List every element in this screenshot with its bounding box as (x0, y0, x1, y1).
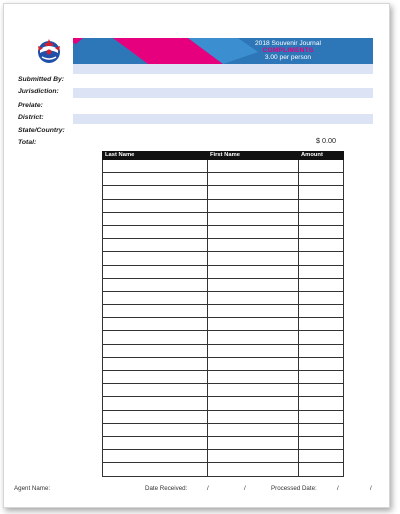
amount-cell[interactable] (299, 331, 344, 344)
first-name-cell[interactable] (208, 186, 299, 199)
first-name-cell[interactable] (208, 199, 299, 212)
first-name-cell[interactable] (208, 423, 299, 436)
amount-cell[interactable] (299, 160, 344, 173)
amount-cell[interactable] (299, 265, 344, 278)
amount-cell[interactable] (299, 384, 344, 397)
last-name-cell[interactable] (103, 384, 208, 397)
total-amount: $ 0.00 (316, 136, 336, 145)
entries-body (103, 160, 344, 477)
first-name-cell[interactable] (208, 318, 299, 331)
table-row (103, 318, 344, 331)
amount-cell[interactable] (299, 344, 344, 357)
state-country-label: State/Country: (18, 127, 65, 134)
date-received-slash-1: / (207, 485, 209, 492)
amount-cell[interactable] (299, 397, 344, 410)
jurisdiction-field[interactable] (73, 88, 373, 98)
district-label: District: (18, 114, 44, 121)
table-row (103, 305, 344, 318)
table-row (103, 331, 344, 344)
amount-cell[interactable] (299, 212, 344, 225)
table-row (103, 291, 344, 304)
amount-cell[interactable] (299, 371, 344, 384)
last-name-cell[interactable] (103, 199, 208, 212)
table-row (103, 265, 344, 278)
first-name-cell[interactable] (208, 278, 299, 291)
first-name-cell[interactable] (208, 305, 299, 318)
first-name-cell[interactable] (208, 397, 299, 410)
first-name-cell[interactable] (208, 344, 299, 357)
amount-cell[interactable] (299, 450, 344, 463)
table-row (103, 357, 344, 370)
journal-banner (73, 38, 373, 64)
table-row (103, 199, 344, 212)
last-name-cell[interactable] (103, 186, 208, 199)
first-name-cell[interactable] (208, 371, 299, 384)
district-field[interactable] (73, 114, 373, 124)
processed-date-slash-1: / (337, 485, 339, 492)
table-row (103, 344, 344, 357)
first-name-cell[interactable] (208, 436, 299, 449)
last-name-cell[interactable] (103, 265, 208, 278)
table-row (103, 186, 344, 199)
header-band (73, 64, 373, 74)
first-name-cell[interactable] (208, 331, 299, 344)
last-name-cell[interactable] (103, 357, 208, 370)
last-name-cell[interactable] (103, 305, 208, 318)
last-name-cell[interactable] (103, 344, 208, 357)
last-name-cell[interactable] (103, 450, 208, 463)
banner-subtitle: COMPLIMENTS (262, 47, 314, 55)
table-header-row (103, 152, 344, 160)
date-received-label: Date Received: (145, 485, 188, 492)
table-row (103, 371, 344, 384)
amount-cell[interactable] (299, 252, 344, 265)
first-name-header: First Name (208, 152, 299, 160)
first-name-cell[interactable] (208, 265, 299, 278)
prelate-label: Prelate: (18, 102, 43, 109)
first-name-cell[interactable] (208, 252, 299, 265)
last-name-cell[interactable] (103, 278, 208, 291)
first-name-cell[interactable] (208, 173, 299, 186)
last-name-cell[interactable] (103, 225, 208, 238)
amount-cell[interactable] (299, 173, 344, 186)
amount-cell[interactable] (299, 318, 344, 331)
first-name-cell[interactable] (208, 160, 299, 173)
first-name-cell[interactable] (208, 212, 299, 225)
table-row (103, 423, 344, 436)
table-row (103, 225, 344, 238)
last-name-cell[interactable] (103, 252, 208, 265)
first-name-cell[interactable] (208, 225, 299, 238)
last-name-cell[interactable] (103, 463, 208, 476)
last-name-cell[interactable] (103, 239, 208, 252)
jurisdiction-label: Jurisdiction: (18, 88, 59, 95)
last-name-cell[interactable] (103, 331, 208, 344)
table-row (103, 212, 344, 225)
last-name-cell[interactable] (103, 436, 208, 449)
processed-date-label: Processed Date: (271, 485, 317, 492)
first-name-cell[interactable] (208, 410, 299, 423)
first-name-cell[interactable] (208, 291, 299, 304)
processed-date-slash-2: / (370, 485, 372, 492)
amount-cell[interactable] (299, 357, 344, 370)
first-name-cell[interactable] (208, 384, 299, 397)
table-row (103, 278, 344, 291)
amount-cell[interactable] (299, 225, 344, 238)
submitted-by-label: Submitted By: (18, 76, 65, 83)
amount-cell[interactable] (299, 410, 344, 423)
amount-cell[interactable] (299, 239, 344, 252)
last-name-cell[interactable] (103, 173, 208, 186)
first-name-cell[interactable] (208, 463, 299, 476)
last-name-cell[interactable] (103, 397, 208, 410)
table-row (103, 450, 344, 463)
last-name-header: Last Name (103, 152, 208, 160)
last-name-cell[interactable] (103, 318, 208, 331)
amount-cell[interactable] (299, 199, 344, 212)
date-received-slash-2: / (244, 485, 246, 492)
first-name-cell[interactable] (208, 450, 299, 463)
table-row (103, 384, 344, 397)
last-name-cell[interactable] (103, 160, 208, 173)
table-row (103, 397, 344, 410)
banner-title: 2018 Souvenir Journal (255, 40, 321, 47)
last-name-cell[interactable] (103, 212, 208, 225)
last-name-cell[interactable] (103, 423, 208, 436)
table-row (103, 410, 344, 423)
banner-price: 3.00 per person (264, 54, 312, 62)
amount-cell[interactable] (299, 291, 344, 304)
banner-text (233, 40, 343, 62)
last-name-cell[interactable] (103, 410, 208, 423)
total-label: Total: (18, 139, 37, 146)
agent-name-label: Agent Name: (14, 485, 51, 492)
journal-form-page (3, 3, 390, 508)
amount-cell[interactable] (299, 463, 344, 476)
amount-cell[interactable] (299, 305, 344, 318)
first-name-cell[interactable] (208, 357, 299, 370)
table-row (103, 436, 344, 449)
amount-cell[interactable] (299, 423, 344, 436)
last-name-cell[interactable] (103, 291, 208, 304)
table-row (103, 173, 344, 186)
first-name-cell[interactable] (208, 239, 299, 252)
amount-cell[interactable] (299, 436, 344, 449)
table-row (103, 239, 344, 252)
table-row (103, 160, 344, 173)
table-row (103, 252, 344, 265)
amount-cell[interactable] (299, 278, 344, 291)
table-row (103, 463, 344, 476)
last-name-cell[interactable] (103, 371, 208, 384)
amount-cell[interactable] (299, 186, 344, 199)
globe-crest-icon (34, 37, 64, 65)
amount-header: Amount (299, 152, 344, 160)
entries-table (102, 151, 344, 477)
